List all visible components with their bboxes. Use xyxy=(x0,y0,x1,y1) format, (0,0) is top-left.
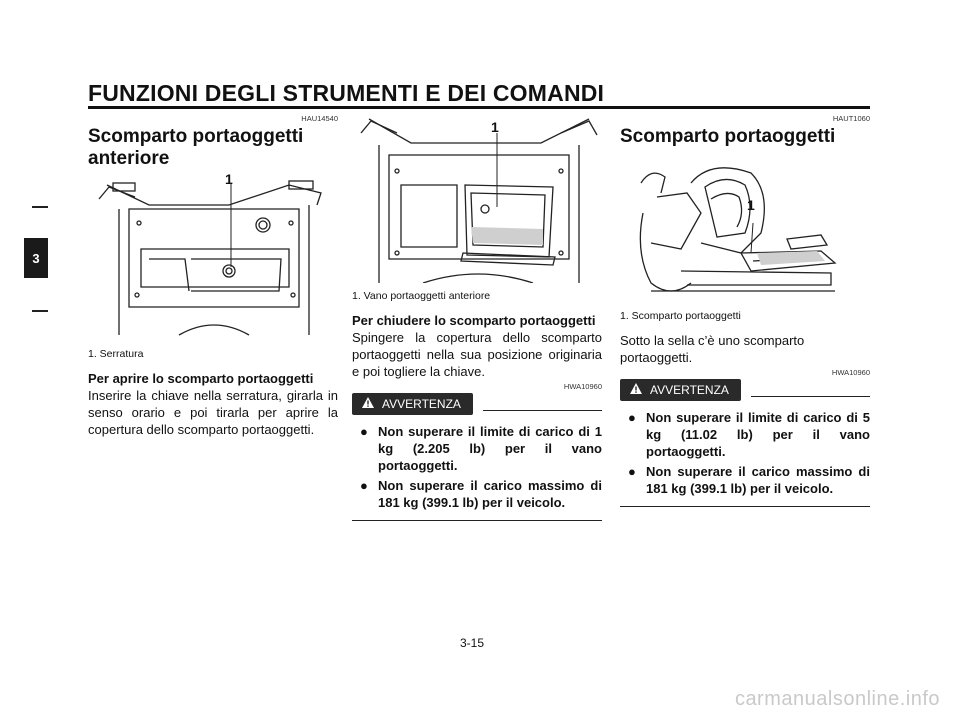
column-front-storage xyxy=(88,114,338,438)
warning-header xyxy=(620,379,870,401)
warning-item: ● Non superare il limite di carico di 5 kg (11.02 lb) per il vano portaoggetti. xyxy=(628,410,870,459)
chapter-header-title: FUNZIONI DEGLI STRUMENTI E DEI COMANDI xyxy=(88,80,605,106)
warning-triangle-icon xyxy=(630,383,642,397)
warning-label-box xyxy=(352,393,473,415)
section-title: Scomparto portaoggetti xyxy=(620,126,836,147)
warning-rule xyxy=(751,396,870,397)
side-rule-bottom xyxy=(32,310,48,312)
page-number: 3-15 xyxy=(460,636,485,650)
front-compartment-illustration xyxy=(89,175,339,341)
seat-compartment-illustration xyxy=(621,153,871,303)
column-seat-storage xyxy=(620,114,870,507)
warning-item: ● Non superare il carico massimo di 181 kg (399.1 lb) per il veicolo. xyxy=(628,464,870,496)
figure-callout: 1 xyxy=(747,197,755,213)
warning-header xyxy=(352,393,602,415)
warning-list xyxy=(352,415,602,521)
warning-label: AVVERTENZA xyxy=(382,397,461,411)
side-rule-top xyxy=(32,206,48,208)
bullet-icon: ● xyxy=(360,478,368,493)
figure-caption: 1. Serratura xyxy=(88,348,144,360)
procedure-text: Spingere la copertura dello scomparto portaoggetti nella sua posizione originaria e poi togliere la chiave. xyxy=(352,330,602,379)
figure-caption: 1. Scomparto portaoggetti xyxy=(620,310,741,322)
open-compartment-illustration xyxy=(353,115,603,283)
procedure-heading: Per chiudere lo scomparto portaoggetti xyxy=(352,313,596,328)
warning-label: AVVERTENZA xyxy=(650,383,729,397)
bullet-icon: ● xyxy=(628,464,636,479)
figure-front-compartment-open xyxy=(352,114,602,284)
warning-item: ● Non superare il carico massimo di 181 kg (399.1 lb) per il veicolo. xyxy=(360,478,602,510)
procedure-text: Inserire la chiave nella serratura, girarla in senso orario e poi tirarla per aprire la copertura dello scomparto portaoggetti. xyxy=(88,388,338,437)
section-title: Scomparto portaoggetti anteriore xyxy=(88,126,304,169)
warning-rule xyxy=(483,410,602,411)
figure-callout: 1 xyxy=(225,171,233,187)
watermark: carmanualsonline.info xyxy=(734,688,940,710)
chapter-tab[interactable]: 3 xyxy=(24,238,48,278)
warning-code: HWA10960 xyxy=(831,368,870,377)
procedure-heading: Per aprire lo scomparto portaoggetti xyxy=(88,371,314,386)
bullet-icon: ● xyxy=(360,424,368,439)
section-text: Sotto la sella c’è uno scomparto portaoggetti. xyxy=(620,333,805,365)
bullet-icon: ● xyxy=(628,410,636,425)
warning-code: HWA10960 xyxy=(563,382,602,391)
warning-item: ● Non superare il limite di carico di 1 kg (2.205 lb) per il vano portaoggetti. xyxy=(360,424,602,473)
figure-callout: 1 xyxy=(491,119,499,135)
figure-caption: 1. Vano portaoggetti anteriore xyxy=(352,290,491,302)
warning-label-box xyxy=(620,379,741,401)
warning-triangle-icon xyxy=(362,397,374,411)
section-code: HAUT1060 xyxy=(832,114,870,123)
figure-front-compartment-lock xyxy=(88,171,338,342)
figure-seat-compartment xyxy=(620,152,870,304)
warning-list xyxy=(620,401,870,507)
header-rule xyxy=(88,106,870,109)
column-close-storage xyxy=(352,114,602,521)
section-code: HAU14540 xyxy=(301,114,338,123)
